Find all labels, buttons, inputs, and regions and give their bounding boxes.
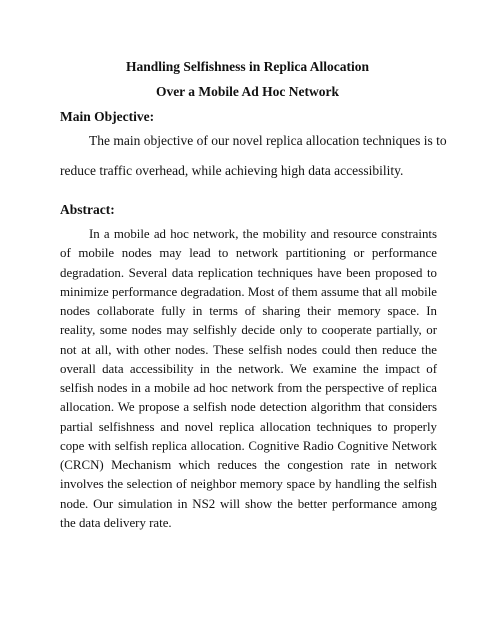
abstract-body: In a mobile ad hoc network, the mobility and resource constraints of mobile nodes may lead to network partitioning or performance degradation. Several data replication techniques have been proposed to minimize performance degradation. Most of them assume that all mobile nodes collaborate fully in terms of sharing their memory space. In reality, some nodes may selfishly decide only to cooperate partially, or not at all, with other nodes. These selfish nodes could then reduce the overall data accessibility in the network. We examine the impact of selfish nodes in a mobile ad hoc network from the perspective of replica allocation. We propose a selfish node detection algorithm that considers partial selfishness and novel replica allocation techniques to properly cope with selfish replica allocation. Cognitive Radio Cognitive Network (CRCN) Mechanism which reduces the congestion rate in network involves the selection of neighbor memory space by handling the selfish node. Our simulation in NS2 will show the better performance among the data delivery rate.: [60, 227, 437, 530]
abstract-heading: Abstract:: [60, 202, 115, 217]
main-objective-text-line-1: The main objective of our novel replica allocation techniques is to: [89, 133, 447, 148]
document-title-line-2: Over a Mobile Ad Hoc Network: [155, 84, 340, 99]
main-objective-heading: Main Objective:: [60, 109, 155, 124]
main-objective-text-line-2: reduce traffic overhead, while achieving high data accessibility.: [60, 163, 404, 178]
document-title-line-1: Handling Selfishness in Replica Allocation: [125, 59, 370, 74]
